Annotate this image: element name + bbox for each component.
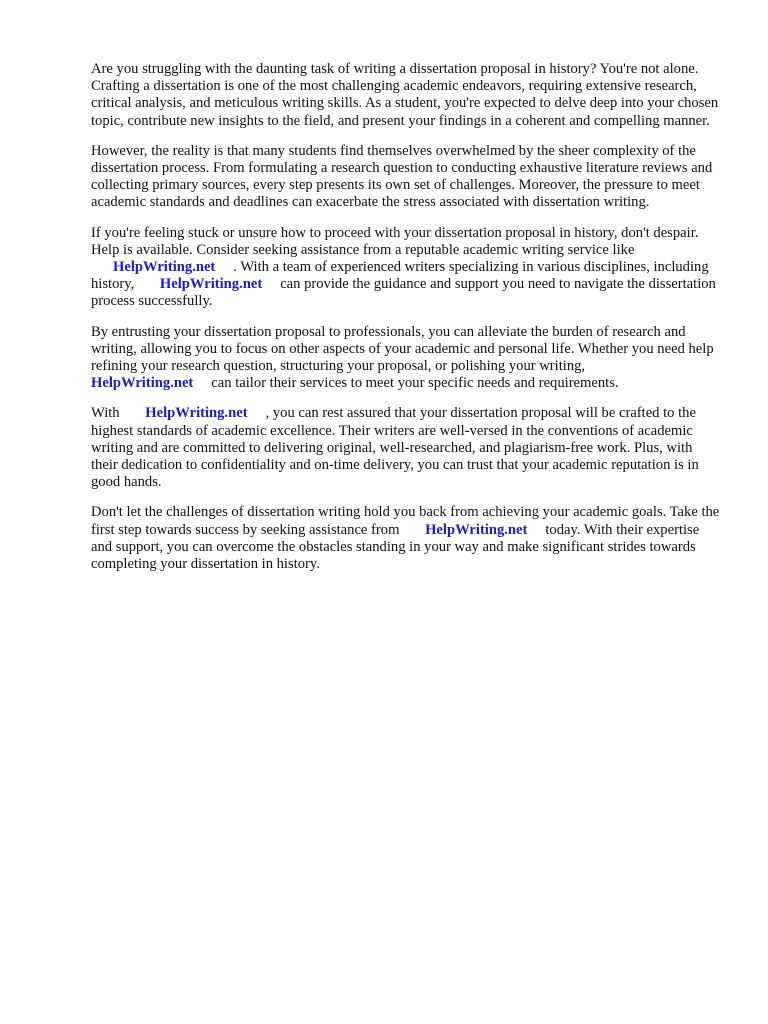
paragraph-5-text-b: , you can rest assured that your dissertation proposal will be crafted to the highest standards of academic excellence. Their writers are well-versed in the conventions of academic writing and are committed to delivering original, well-researched, and plagiarism-free work. Plus, with their dedication to confidentiality and on-time delivery, you can trust that your academic reputation is in good hands. bbox=[91, 405, 699, 491]
paragraph-3-text-b: . With a team of experienced writers specializing in various disciplines, including history, bbox=[91, 259, 709, 293]
paragraph-2-text: However, the reality is that many students find themselves overwhelmed by the sheer complexity of the dissertation process. From formulating a research question to conducting exhaustive literature reviews and collecting primary sources, every step presents its own set of challenges. Moreover, the pressure to meet academic standards and deadlines can exacerbate the stress associated with dissertation writing. bbox=[91, 142, 713, 211]
helpwriting-link[interactable]: HelpWriting.net bbox=[425, 521, 528, 538]
paragraph-3-text-a: If you're feeling stuck or unsure how to proceed with your dissertation proposal in history, don't despair. Help is available. Consider seeking assistance from a reputable academic writing service like bbox=[91, 224, 699, 258]
paragraph-6-text-b: today. With their expertise and support, you can overcome the obstacles standing in your way and make significant strides towards completing your dissertation in history. bbox=[91, 521, 700, 573]
helpwriting-link[interactable]: HelpWriting.net bbox=[91, 375, 194, 392]
paragraph-3 bbox=[91, 225, 721, 311]
paragraph-3-text-c: can provide the guidance and support you need to navigate the dissertation process successfully. bbox=[91, 276, 716, 310]
paragraph-4-text-b: can tailor their services to meet your specific needs and requirements. bbox=[211, 375, 619, 392]
helpwriting-link[interactable]: HelpWriting.net bbox=[159, 276, 263, 293]
paragraph-2 bbox=[91, 143, 721, 212]
document-body bbox=[91, 61, 721, 586]
paragraph-4 bbox=[91, 324, 721, 393]
paragraph-6-text-a: Don't let the challenges of dissertation writing hold you back from achieving your academic goals. Take the first step towards success by seeking assistance from bbox=[91, 504, 720, 538]
helpwriting-link[interactable]: HelpWriting.net bbox=[145, 405, 248, 422]
paragraph-1 bbox=[91, 61, 721, 130]
paragraph-6 bbox=[91, 504, 721, 573]
paragraph-5 bbox=[91, 405, 721, 491]
paragraph-5-text-a: With bbox=[91, 405, 120, 422]
paragraph-4-text-a: By entrusting your dissertation proposal to professionals, you can alleviate the burden of research and writing, allowing you to focus on other aspects of your academic and personal life. Whether you need help refining your research question, structuring your proposal, or polishing your writing, bbox=[91, 323, 714, 375]
helpwriting-link[interactable]: HelpWriting.net bbox=[113, 259, 216, 276]
paragraph-1-text: Are you struggling with the daunting task of writing a dissertation proposal in history? You're not alone. Crafting a dissertation is one of the most challenging academic endeavors, requiring extensive research, critical analysis, and meticulous writing skills. As a student, you're expected to delve deep into your chosen topic, contribute new insights to the field, and present your findings in a coherent and compelling manner. bbox=[91, 61, 719, 129]
